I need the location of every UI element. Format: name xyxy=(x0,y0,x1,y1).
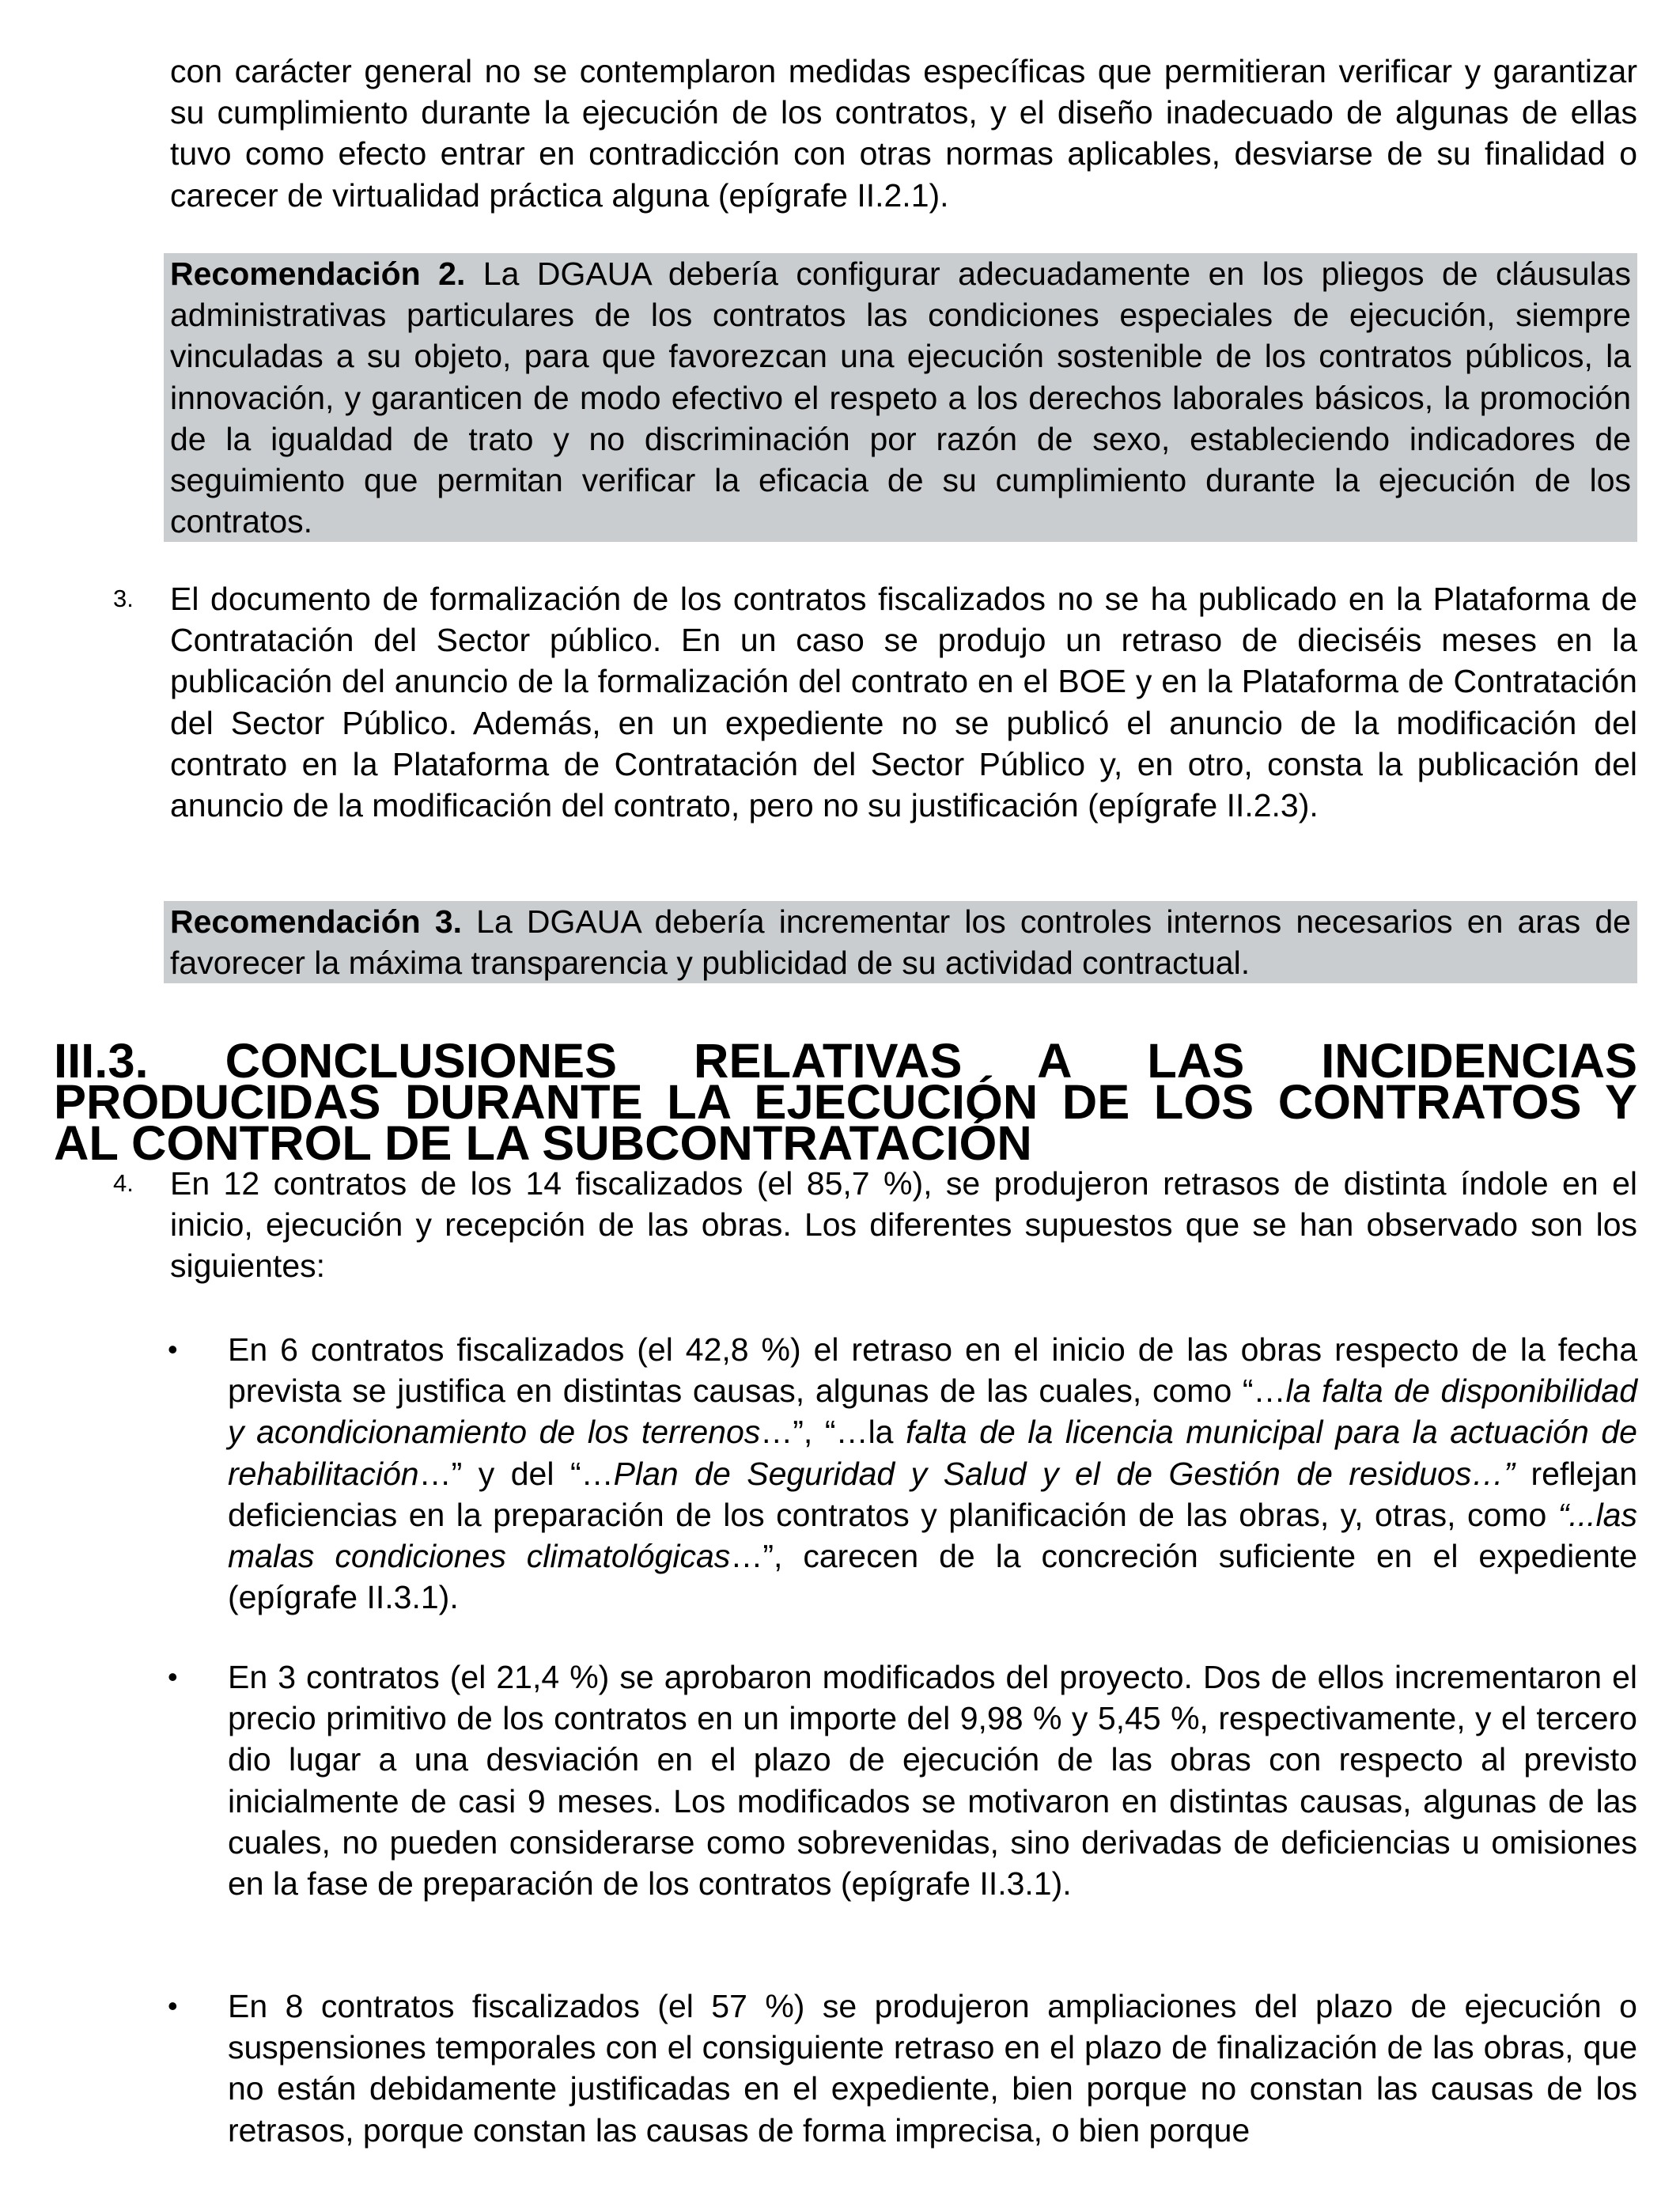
recommendation-3-box xyxy=(164,901,1637,983)
bullet-icon: • xyxy=(168,1333,178,1365)
intro-paragraph: con carácter general no se contemplaron medidas específicas que permitieran verificar y garantizar su cumplimiento durante la ejecución de los contratos, y el diseño inadecuado de algunas de ellas tuvo como efecto entrar en contradicción con otras normas aplicables, desviarse de su finalidad o carecer de virtualidad práctica alguna (epígrafe II.2.1). xyxy=(170,53,1637,214)
bullet-1-segment: …”, “…la xyxy=(760,1414,906,1451)
bullet-1-segment: …”, carecen de la concreción suficiente en el expediente (epígrafe II.3.1). xyxy=(228,1538,1638,1616)
bullet-item-2-text: En 3 contratos (el 21,4 %) se aprobaron modificados del proyecto. Dos de ellos incrementaron el precio primitivo de los contratos en un importe del 9,98 % y 5,45 %, respectivamente, y el tercero dio lugar a una desviación en el plazo de ejecución de las obras con respecto al previsto inicialmente de casi 9 meses. Los modificados se motivaron en distintas causas, algunas de las cuales, no pueden considerarse como sobrevenidas, sino derivadas de deficiencias u omisiones en la fase de preparación de los contratos (epígrafe II.3.1). xyxy=(228,1659,1637,1903)
bullet-1-segment: reflejan deficiencias en la preparación de los contratos y planificación de las obras, y, otras, como xyxy=(228,1455,1637,1533)
list-number-4: 4. xyxy=(113,1169,134,1197)
list-number-3: 3. xyxy=(113,585,134,612)
bullet-icon: • xyxy=(168,1990,178,2022)
list-item-4-text: En 12 contratos de los 14 fiscalizados (el 85,7 %), se produjeron retrasos de distinta índole en el inicio, ejecución y recepción de las obras. Los diferentes supuestos que se han observado son los siguientes: xyxy=(170,1165,1637,1285)
list-item-3-text: El documento de formalización de los contratos fiscalizados no se ha publicado en la Plataforma de Contratación del Sector público. En un caso se produjo un retraso de dieciséis meses en la publicación del anuncio de la formalización del contrato en el BOE y en la Plataforma de Contratación del Sector Público. Además, en un expediente no se publicó el anuncio de la modificación del contrato en la Plataforma de Contratación del Sector Público y, en otro, consta la publicación del anuncio de la modificación del contrato, pero no su justificación (epígrafe II.2.3). xyxy=(170,581,1637,824)
bullet-1-italic: falta de la licencia municipal para la actuación de rehabilitación xyxy=(228,1414,1637,1492)
bullet-1-italic: “...las malas condiciones climatológicas xyxy=(228,1496,1637,1575)
bullet-item-1-text xyxy=(228,1329,1637,1618)
bullet-1-segment: En 6 contratos fiscalizados (el 42,8 %) el retraso en el inicio de las obras respecto de la fecha prevista se justifica en distintas causas, algunas de las cuales, como “… xyxy=(228,1331,1637,1410)
recommendation-2-label: Recomendación 2. xyxy=(170,256,466,292)
bullet-1-italic: la falta de disponibilidad y acondicionamiento de los terrenos xyxy=(228,1372,1638,1451)
recommendation-2-body: La DGAUA debería configurar adecuadamente en los pliegos de cláusulas administrativas particulares de los contratos las condiciones especiales de ejecución, siempre vinculadas a su objeto, para que favorezcan una ejecución sostenible de los contratos públicos, la innovación, y garanticen de modo efectivo el respeto a los derechos laborales básicos, la promoción de la igualdad de trato y no discriminación por razón de sexo, estableciendo indicadores de seguimiento que permitan verificar la eficacia de su cumplimiento durante la ejecución de los contratos. xyxy=(170,256,1631,540)
recommendation-3-text xyxy=(170,901,1631,983)
bullet-icon: • xyxy=(168,1660,178,1693)
recommendation-2-text xyxy=(170,253,1631,542)
recommendation-2-box xyxy=(164,253,1637,542)
bullet-item-3-text: En 8 contratos fiscalizados (el 57 %) se produjeron ampliaciones del plazo de ejecución o suspensiones temporales con el consiguiente retraso en el plazo de finalización de las obras, que no están debidamente justificadas en el expediente, bien porque no constan las causas de los retrasos, porque constan las causas de forma imprecisa, o bien porque xyxy=(228,1988,1637,2149)
recommendation-3-body: La DGAUA debería incrementar los controles internos necesarios en aras de favorecer la máxima transparencia y publicidad de su actividad contractual. xyxy=(170,903,1631,982)
bullet-1-italic: Plan de Seguridad y Salud y el de Gestión de residuos…” xyxy=(613,1455,1515,1492)
bullet-1-segment: …” y del “… xyxy=(418,1455,614,1492)
section-heading: III.3. CONCLUSIONES RELATIVAS A LAS INCIDENCIAS PRODUCIDAS DURANTE LA EJECUCIÓN DE LOS CONTRATOS Y AL CONTROL DE LA SUBCONTRATACIÓN xyxy=(54,1034,1637,1172)
recommendation-3-label: Recomendación 3. xyxy=(170,903,463,940)
